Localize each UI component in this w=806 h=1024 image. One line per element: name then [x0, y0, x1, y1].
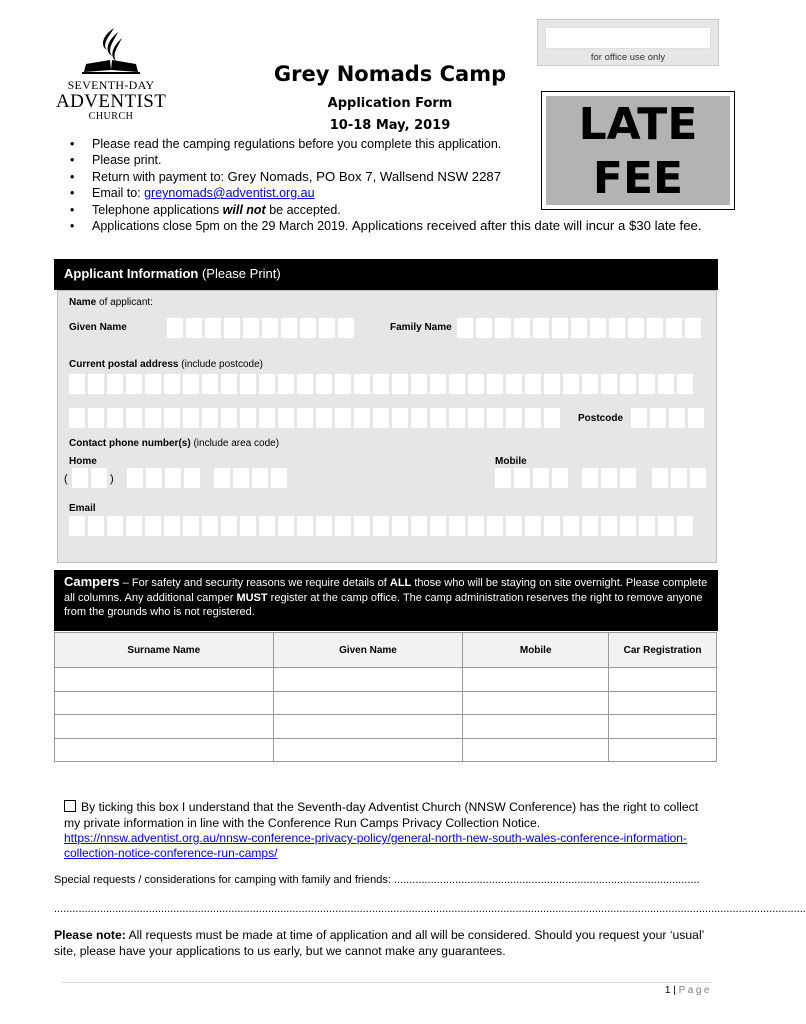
char-box[interactable] — [259, 516, 275, 536]
char-box[interactable] — [240, 374, 256, 394]
char-box[interactable] — [127, 468, 143, 488]
char-box[interactable] — [495, 318, 511, 338]
email-input[interactable] — [69, 516, 693, 536]
char-box[interactable] — [107, 516, 123, 536]
char-box[interactable] — [601, 374, 617, 394]
char-box[interactable] — [449, 408, 465, 428]
char-box[interactable] — [164, 516, 180, 536]
char-box[interactable] — [525, 374, 541, 394]
table-row — [55, 715, 717, 739]
special-requests-field[interactable]: .................................................................................................... — [393, 874, 700, 886]
given-name-label: Given Name — [69, 322, 127, 333]
char-box[interactable] — [183, 374, 199, 394]
applicant-section-header — [54, 259, 718, 290]
char-box[interactable] — [544, 408, 560, 428]
privacy-consent — [64, 799, 714, 861]
office-use-box — [537, 19, 719, 66]
char-box[interactable] — [145, 516, 161, 536]
mobile-label: Mobile — [495, 456, 527, 467]
char-box[interactable] — [525, 516, 541, 536]
char-box[interactable] — [449, 516, 465, 536]
char-box[interactable] — [316, 374, 332, 394]
char-box[interactable] — [72, 468, 88, 488]
char-box[interactable] — [533, 318, 549, 338]
table-cell[interactable] — [273, 668, 463, 692]
char-box[interactable] — [620, 374, 636, 394]
special-requests-line2[interactable]: ...................................................................................................................................................................................................................................................... — [54, 903, 806, 915]
char-box[interactable] — [107, 408, 123, 428]
logo-text-seventh-day: SEVENTH-DAY — [67, 78, 155, 92]
char-box[interactable] — [487, 374, 503, 394]
table-cell[interactable] — [609, 715, 717, 739]
char-box[interactable] — [145, 374, 161, 394]
column-header-mobile: Mobile — [463, 633, 609, 668]
char-box[interactable] — [319, 318, 335, 338]
char-box[interactable] — [164, 374, 180, 394]
table-cell[interactable] — [609, 738, 717, 762]
email-label: Email — [69, 503, 96, 514]
char-box[interactable] — [525, 408, 541, 428]
char-box[interactable] — [582, 374, 598, 394]
table-row — [55, 668, 717, 692]
applicant-panel — [57, 290, 717, 563]
char-box[interactable] — [669, 408, 685, 428]
char-box[interactable] — [544, 516, 560, 536]
char-box[interactable] — [506, 516, 522, 536]
char-box[interactable] — [590, 318, 606, 338]
char-box[interactable] — [183, 516, 199, 536]
char-box[interactable] — [202, 374, 218, 394]
table-cell[interactable] — [55, 668, 274, 692]
char-box[interactable] — [628, 318, 644, 338]
camp-dates: 10-18 May, 2019 — [329, 118, 451, 133]
char-box[interactable] — [601, 468, 617, 488]
logo-text-adventist: ADVENTIST — [56, 91, 167, 112]
mobile-input-1[interactable] — [495, 468, 568, 488]
char-box[interactable] — [392, 408, 408, 428]
office-use-label: for office use only — [590, 52, 666, 63]
char-box[interactable] — [563, 516, 579, 536]
char-box[interactable] — [601, 516, 617, 536]
char-box[interactable] — [278, 516, 294, 536]
campers-table — [54, 632, 717, 762]
page-label: Page — [678, 985, 712, 996]
char-box[interactable] — [639, 516, 655, 536]
name-label: Name of applicant: — [69, 297, 153, 308]
char-box[interactable] — [685, 318, 701, 338]
char-box[interactable] — [88, 516, 104, 536]
char-box[interactable] — [411, 408, 427, 428]
char-box[interactable] — [316, 516, 332, 536]
column-header-surname: Surname Name — [55, 633, 274, 668]
page-footer: 1 | Page — [664, 985, 712, 996]
char-box[interactable] — [252, 468, 268, 488]
char-box[interactable] — [165, 468, 181, 488]
column-header-car-registration: Car Registration — [609, 633, 717, 668]
char-box[interactable] — [335, 408, 351, 428]
char-box[interactable] — [373, 408, 389, 428]
instruction-text: Please read the camping regulations before you complete this application. — [92, 137, 502, 151]
note-label: Please note: — [54, 928, 126, 942]
char-box[interactable] — [146, 468, 162, 488]
char-box[interactable] — [658, 374, 674, 394]
instruction-text: Applications close 5pm on the 29 March 2019. — [92, 219, 352, 234]
char-box[interactable] — [690, 468, 706, 488]
table-row — [55, 691, 717, 715]
page-subtitle: Application Form — [327, 96, 453, 111]
char-box[interactable] — [571, 318, 587, 338]
table-cell[interactable] — [55, 738, 274, 762]
char-box[interactable] — [449, 374, 465, 394]
area-code-open: ( — [64, 473, 68, 485]
return-address: Grey Nomads, PO Box 7, Wallsend NSW 2287 — [227, 168, 502, 184]
table-cell[interactable] — [609, 691, 717, 715]
list-item — [66, 218, 706, 234]
list-item — [66, 202, 706, 218]
char-box[interactable] — [126, 374, 142, 394]
char-box[interactable] — [88, 408, 104, 428]
char-box[interactable] — [506, 408, 522, 428]
char-box[interactable] — [677, 374, 693, 394]
area-code-input[interactable] — [72, 468, 107, 488]
table-cell[interactable] — [463, 715, 609, 739]
char-box[interactable] — [184, 468, 200, 488]
late-fee-line2: FEE — [592, 153, 684, 204]
mobile-input-2[interactable] — [582, 468, 636, 488]
char-box[interactable] — [214, 468, 230, 488]
privacy-notice-link[interactable]: https://nnsw.adventist.org.au/nnsw-conference-privacy-policy/general-north-new-south-wales-conference-information-collection-notice-conference-run-camps/ — [64, 831, 687, 860]
table-cell[interactable] — [273, 715, 463, 739]
char-box[interactable] — [430, 516, 446, 536]
list-item — [66, 136, 706, 152]
list-item — [66, 185, 706, 201]
mobile-input-3[interactable] — [652, 468, 706, 488]
logo-text-church: CHURCH — [88, 111, 134, 122]
char-box[interactable] — [107, 374, 123, 394]
char-box[interactable] — [650, 408, 666, 428]
char-box[interactable] — [671, 468, 687, 488]
char-box[interactable] — [186, 318, 202, 338]
char-box[interactable] — [126, 408, 142, 428]
late-fee-line1: LATE — [578, 99, 698, 150]
campers-section-header: Campers – For safety and security reasons we require details of ALL those who will be staying on site overnight. Please complete all columns. Any additional camper MUST register at the camp office. The camp administration reserves the right to remove anyone from the grounds who is not registered. — [54, 570, 718, 631]
table-cell[interactable] — [463, 668, 609, 692]
char-box[interactable] — [563, 374, 579, 394]
instruction-text: Email to: — [92, 186, 145, 201]
instructions-list — [66, 136, 706, 234]
instruction-text: Return with payment to: — [92, 169, 228, 184]
char-box[interactable] — [240, 408, 256, 428]
char-box[interactable] — [514, 468, 530, 488]
char-box[interactable] — [533, 468, 549, 488]
instruction-text: Please print. — [92, 153, 162, 168]
char-box[interactable] — [639, 374, 655, 394]
char-box[interactable] — [506, 374, 522, 394]
late-fee-warning: Applications received after this date will incur a $30 late fee. — [351, 218, 702, 234]
char-box[interactable] — [411, 374, 427, 394]
char-box[interactable] — [300, 318, 316, 338]
char-box[interactable] — [243, 318, 259, 338]
home-phone-label: Home — [69, 456, 97, 467]
home-phone-input-2[interactable] — [214, 468, 287, 488]
char-box[interactable] — [468, 374, 484, 394]
char-box[interactable] — [354, 516, 370, 536]
office-use-input[interactable] — [545, 27, 711, 49]
area-code-close: ) — [110, 473, 114, 485]
instruction-text: be accepted. — [265, 202, 341, 217]
char-box[interactable] — [297, 374, 313, 394]
home-phone-input-1[interactable] — [127, 468, 200, 488]
footer-divider — [62, 982, 712, 983]
char-box[interactable] — [205, 318, 221, 338]
postcode-label: Postcode — [578, 413, 624, 424]
table-cell[interactable] — [55, 715, 274, 739]
table-cell[interactable] — [273, 691, 463, 715]
char-box[interactable] — [271, 468, 287, 488]
section-note: (Please Print) — [198, 266, 281, 281]
list-item — [66, 152, 706, 168]
char-box[interactable] — [278, 374, 294, 394]
char-box[interactable] — [631, 408, 647, 428]
address-line1-input[interactable] — [69, 374, 693, 394]
char-box[interactable] — [373, 516, 389, 536]
consent-text: By ticking this box I understand that the Seventh-day Adventist Church (NNSW Conference) has the right to collect my private information in line with the Conference Run Camps Privacy Collection Notice. — [64, 800, 699, 830]
char-box[interactable] — [221, 408, 237, 428]
char-box[interactable] — [335, 516, 351, 536]
char-box[interactable] — [69, 516, 85, 536]
char-box[interactable] — [338, 318, 354, 338]
char-box[interactable] — [647, 318, 663, 338]
char-box[interactable] — [552, 468, 568, 488]
char-box[interactable] — [514, 318, 530, 338]
char-box[interactable] — [430, 374, 446, 394]
char-box[interactable] — [487, 408, 503, 428]
char-box[interactable] — [658, 516, 674, 536]
list-item — [66, 169, 706, 185]
char-box[interactable] — [297, 516, 313, 536]
char-box[interactable] — [468, 408, 484, 428]
char-box[interactable] — [221, 374, 237, 394]
char-box[interactable] — [240, 516, 256, 536]
char-box[interactable] — [69, 374, 85, 394]
char-box[interactable] — [335, 374, 351, 394]
section-title: Campers — [64, 574, 120, 589]
char-box[interactable] — [316, 408, 332, 428]
char-box[interactable] — [278, 408, 294, 428]
char-box[interactable] — [202, 408, 218, 428]
email-link[interactable]: greynomads@adventist.org.au — [144, 186, 315, 201]
please-note — [54, 928, 718, 959]
char-box[interactable] — [224, 318, 240, 338]
char-box[interactable] — [552, 318, 568, 338]
table-cell[interactable] — [273, 738, 463, 762]
char-box[interactable] — [609, 318, 625, 338]
char-box[interactable] — [487, 516, 503, 536]
char-box[interactable] — [457, 318, 473, 338]
family-name-input[interactable] — [457, 318, 701, 338]
char-box[interactable] — [259, 408, 275, 428]
char-box[interactable] — [88, 374, 104, 394]
family-name-label: Family Name — [390, 322, 452, 333]
char-box[interactable] — [202, 516, 218, 536]
char-box[interactable] — [259, 374, 275, 394]
emphasis-text: will not — [222, 202, 266, 217]
char-box[interactable] — [126, 516, 142, 536]
char-box[interactable] — [411, 516, 427, 536]
phone-label: Contact phone number(s) (include area code) — [69, 438, 280, 449]
char-box[interactable] — [468, 516, 484, 536]
char-box[interactable] — [262, 318, 278, 338]
char-box[interactable] — [582, 468, 598, 488]
char-box[interactable] — [145, 408, 161, 428]
instruction-text: Telephone applications — [92, 202, 223, 217]
char-box[interactable] — [677, 516, 693, 536]
char-box[interactable] — [297, 408, 313, 428]
char-box[interactable] — [544, 374, 560, 394]
char-box[interactable] — [430, 408, 446, 428]
table-row — [55, 738, 717, 762]
char-box[interactable] — [582, 516, 598, 536]
postcode-input[interactable] — [631, 408, 704, 428]
flame-bible-icon — [80, 26, 142, 76]
char-box[interactable] — [392, 374, 408, 394]
char-box[interactable] — [281, 318, 297, 338]
char-box[interactable] — [652, 468, 668, 488]
column-header-given-name: Given Name — [273, 633, 463, 668]
page-number: 1 — [664, 985, 671, 996]
char-box[interactable] — [666, 318, 682, 338]
char-box[interactable] — [167, 318, 183, 338]
address-label: Current postal address (include postcode) — [69, 359, 263, 370]
char-box[interactable] — [221, 516, 237, 536]
char-box[interactable] — [495, 468, 511, 488]
table-cell[interactable] — [463, 691, 609, 715]
char-box[interactable] — [354, 374, 370, 394]
special-requests-label: Special requests / considerations for camping with family and friends: — [54, 874, 394, 886]
char-box[interactable] — [620, 516, 636, 536]
table-cell[interactable] — [463, 738, 609, 762]
given-name-input[interactable] — [167, 318, 354, 338]
note-text: All requests must be made at time of application and all will be considered. Should you request your ‘usual’ site, please have your applications to us early, but we cannot make any guarantees. — [54, 928, 704, 958]
page-title: Grey Nomads Camp — [273, 62, 507, 86]
campers-text: For safety and security reasons we require details of — [131, 577, 390, 589]
consent-checkbox[interactable] — [64, 800, 76, 812]
char-box[interactable] — [233, 468, 249, 488]
char-box[interactable] — [373, 374, 389, 394]
section-title: Applicant Information — [64, 266, 199, 281]
special-requests — [54, 874, 718, 886]
char-box[interactable] — [91, 468, 107, 488]
char-box[interactable] — [183, 408, 199, 428]
char-box[interactable] — [476, 318, 492, 338]
char-box[interactable] — [164, 408, 180, 428]
address-line2-input[interactable] — [69, 408, 560, 428]
church-logo — [56, 26, 166, 121]
char-box[interactable] — [69, 408, 85, 428]
table-cell[interactable] — [55, 691, 274, 715]
char-box[interactable] — [354, 408, 370, 428]
char-box[interactable] — [620, 468, 636, 488]
char-box[interactable] — [688, 408, 704, 428]
table-cell[interactable] — [609, 668, 717, 692]
char-box[interactable] — [392, 516, 408, 536]
